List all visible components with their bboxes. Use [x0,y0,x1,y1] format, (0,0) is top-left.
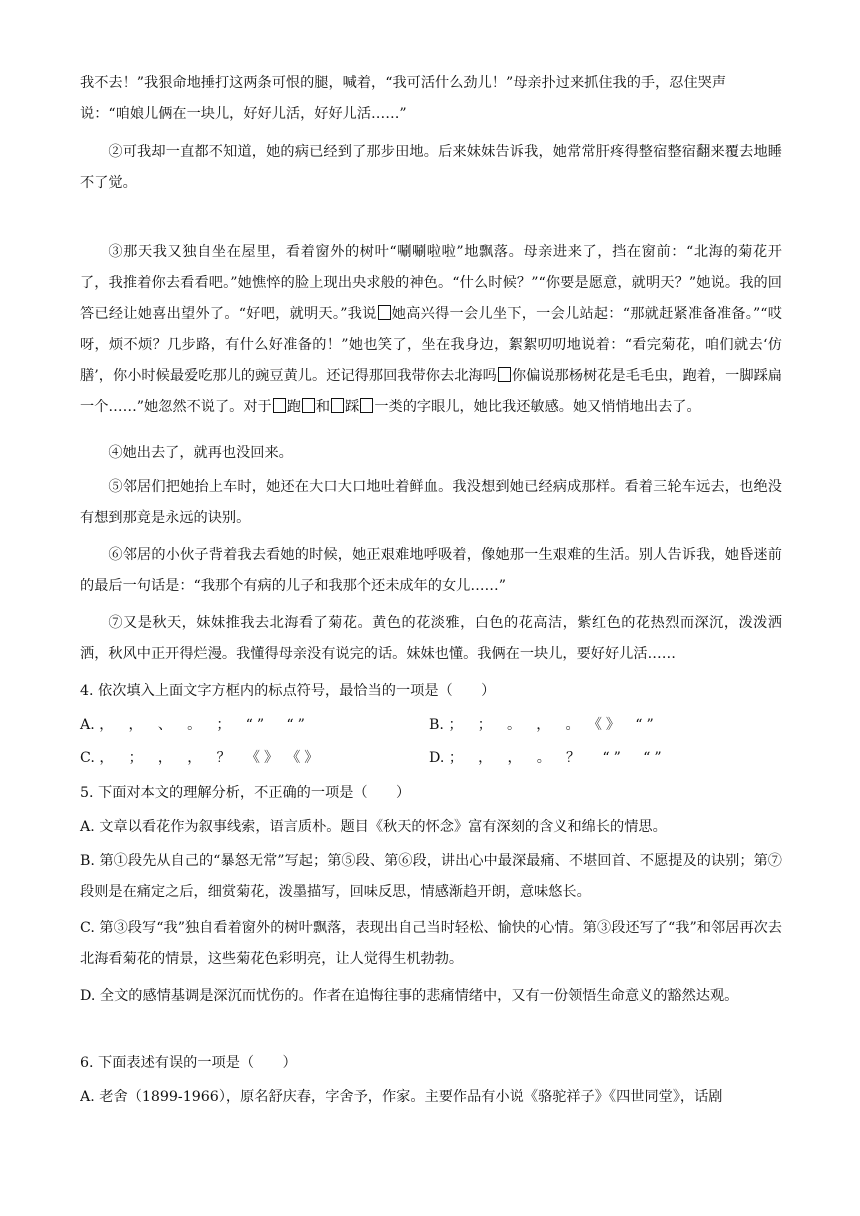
passage-text: 跑 [286,399,301,415]
question-4-option-b[interactable] [429,710,658,741]
passage-paragraph-1-tail [80,68,782,130]
passage-text: ③那天我又独自坐在屋里，看着窗外的树叶“唰唰啦啦”地飘落。母亲进来了，挡在窗前：“北海的菊花开了，我推着你去看看吧。”她憔悴的脸上现出央求般的神色。“什么时候？”“你要是愿意，就明天？”她说。我的回答已经让她喜出望外了。“好吧，就明天。”我说 [80,244,782,322]
passage-line: 说：“咱娘儿俩在一块儿，好好儿活，好好儿活……” [80,106,407,122]
passage-text: 一类的字眼儿，她比我还敏感。她又悄悄地出去了。 [374,399,701,415]
passage-text: 她高兴得一会儿坐下，一会儿站起：“那就赶紧准备准备。”“哎呀，烦不烦？几步路，有什么好准备的！”她也笑了，坐在我身边，絮絮叨叨地说着：“看完菊花，咱们就去‘仿膳’，你小时候最爱吃那儿的豌豆黄儿。还记得那回我带你去北海吗 [80,306,782,384]
passage-paragraph-6: ⑥邻居的小伙子背着我去看她的时候，她正艰难地呼吸着，像她那一生艰难的生活。别人告诉我，她昏迷前的最后一句话是：“我那个有病的儿子和我那个还未成年的女儿……” [80,547,782,594]
blank-box-1 [378,305,391,320]
passage-text: 踩 [345,399,360,415]
passage-paragraph-3 [80,237,782,423]
question-6-stem: 6. 下面表述有误的一项是（ ） [80,1055,297,1071]
passage-paragraph-4: ④她出去了，就再也没回来。 [108,445,293,461]
blank-box-3 [273,398,286,413]
question-5-option-a[interactable]: A. 文章以看花作为叙事线索，语言质朴。题目《秋天的怀念》富有深刻的含义和绵长的情思。 [80,819,667,835]
question-4-option-a[interactable] [80,710,309,741]
question-4-option-d[interactable] [429,743,666,774]
blank-box-2 [498,367,511,382]
option-text: ； ， ， 。 ？ “” “” [448,750,666,766]
option-label: A. [80,717,95,733]
passage-text: 和 [315,399,331,415]
passage-paragraph-2: ②可我却一直都不知道，她的病已经到了那步田地。后来妹妹告诉我，她常常肝疼得整宿整宿翻来覆去地睡不了觉。 [80,144,782,191]
option-text: ； ； 。 ， 。 《》 “” [448,717,658,733]
option-label: C. [80,750,95,766]
question-5-option-b[interactable]: B. 第①段先从自己的“暴怒无常”写起；第⑤段、第⑥段，讲出心中最深最痛、不堪回首、不愿提及的诀别；第⑦段则是在痛定之后，细赏菊花，泼墨描写，回味反思，情感渐趋开朗，意味悠长。 [80,853,782,900]
passage-paragraph-7: ⑦又是秋天，妹妹推我去北海看了菊花。黄色的花淡雅，白色的花高洁，紫红色的花热烈而深沉，泼泼洒洒，秋风中正开得烂漫。我懂得母亲没有说完的话。妹妹也懂。我俩在一块儿，要好好儿活…… [80,615,782,662]
blank-box-5 [331,398,344,413]
question-4-option-c[interactable] [80,743,323,774]
question-4-stem: 4. 依次填入上面文字方框内的标点符号，最恰当的一项是（ ） [80,683,496,699]
question-6-option-a[interactable]: A. 老舍（1899-1966），原名舒庆春，字舍予，作家。主要作品有小说《骆驼祥子》《四世同堂》，话剧 [80,1089,723,1105]
passage-line: 我不去！”我狠命地捶打这两条可恨的腿，喊着，“我可活什么劲儿！”母亲扑过来抓住我的手，忍住哭声 [80,75,727,91]
question-5-option-d[interactable]: D. 全文的感情基调是深沉而忧伤的。作者在追悔往事的悲痛情绪中，又有一份领悟生命意义的豁然达观。 [80,988,739,1004]
passage-text: 你偏说那杨树花是毛毛虫，跑着，一脚踩扁一个……”她忽然不说了。对于 [80,368,782,415]
blank-box-4 [302,398,315,413]
passage-paragraph-5: ⑤邻居们把她抬上车时，她还在大口大口地吐着鲜血。我没想到她已经病成那样。看着三轮车远去，也绝没有想到那竟是永远的诀别。 [80,479,782,526]
option-text: ， ； ， ， ？ 《》 《》 [99,750,323,766]
option-label: B. [429,717,444,733]
option-label: D. [429,750,445,766]
question-5-option-c[interactable]: C. 第③段写“我”独自看着窗外的树叶飘落，表现出自己当时轻松、愉快的心情。第③段还写了“我”和邻居再次去北海看菊花的情景，这些菊花色彩明亮，让人觉得生机勃勃。 [80,920,782,967]
blank-box-6 [360,398,373,413]
option-text: ， ， 、 。 ； “” “” [99,717,309,733]
question-5-stem: 5. 下面对本文的理解分析，不正确的一项是（ ） [80,785,411,801]
